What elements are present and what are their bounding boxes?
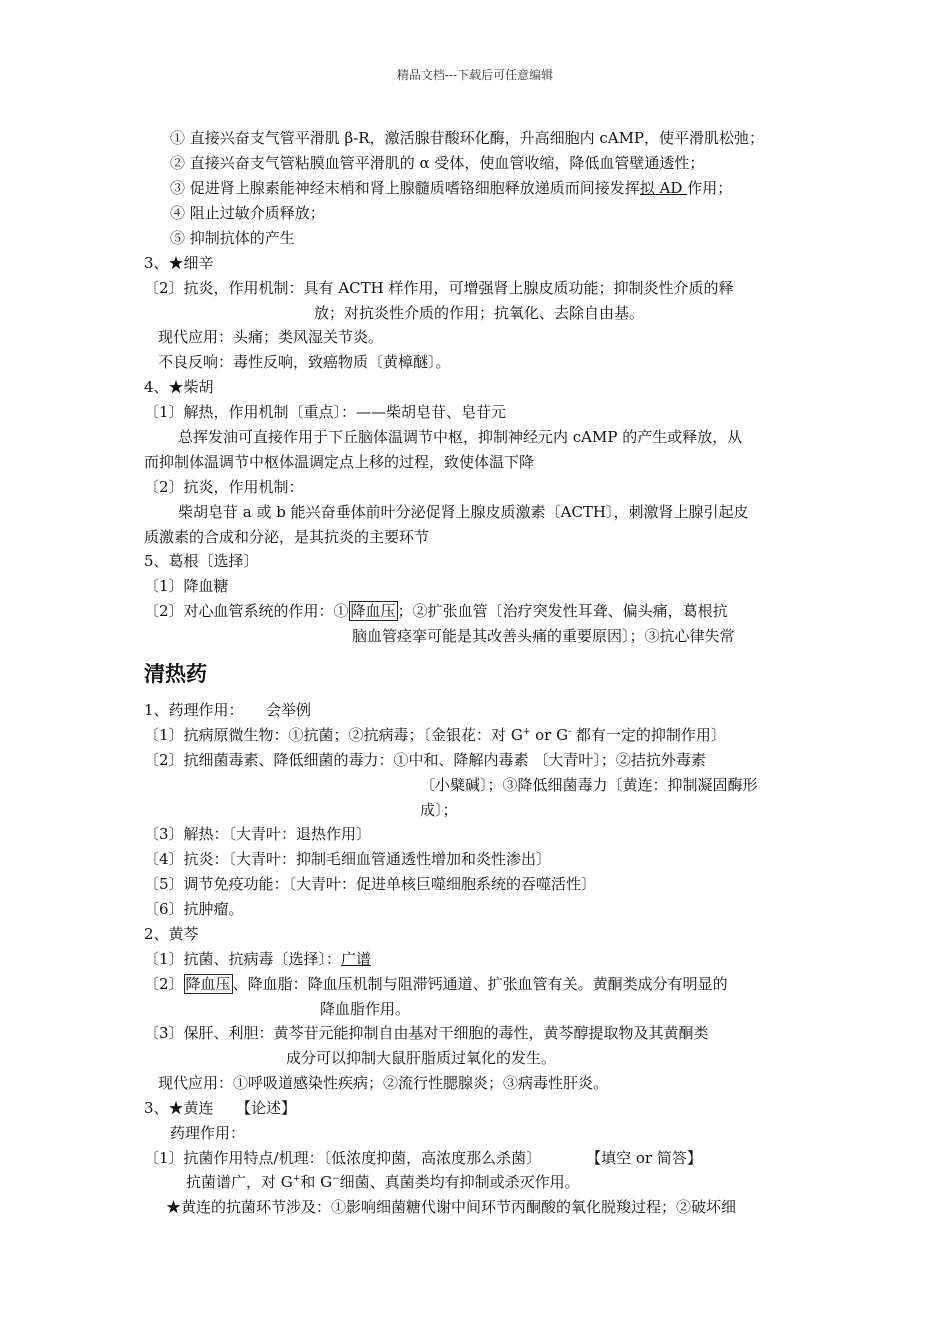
line: 降血脂作用。 (320, 1000, 411, 1018)
line: ③ 促进肾上腺素能神经末梢和肾上腺髓质嗜铬细胞释放递质而间接发挥拟 AD 作用； (170, 179, 733, 197)
line: 药理作用： (170, 1124, 246, 1142)
line: 〔2〕对心血管系统的作用：① 降血压 ；②扩张血管〔治疗突发性耳聋、偏头痛，葛根抗 (144, 602, 728, 620)
line: 〔1〕抗菌、抗病毒〔选择〕：广谱 (144, 950, 372, 968)
line: 〔2〕抗细菌毒素、降低细菌的毒力：①中和、降解内毒素 〔大青叶〕；②拮抗外毒素 (144, 751, 706, 769)
line: 〔2〕抗炎，作用机制：具有 ACTH 样作用，可增强肾上腺皮质功能；抑制炎性介质的释 (144, 279, 734, 297)
line: 成〕； (420, 801, 458, 819)
line: 而抑制体温调节中枢体温调定点上移的过程，致使体温下降 (144, 453, 535, 471)
line: 〔1〕抗菌作用特点/机理：〔低浓度抑菌，高浓度那么杀菌〕 【填空 or 简答】 (144, 1149, 702, 1167)
line: 3、★细辛 (144, 254, 214, 272)
line: 总挥发油可直接作用于下丘脑体温调节中枢，抑制神经元内 cAMP 的产生或释放，从 (178, 428, 743, 446)
line: 〔3〕保肝、利胆：黄芩苷元能抑制自由基对干细胞的毒性，黄芩醇提取物及其黄酮类 (144, 1024, 709, 1042)
line: 〔5〕调节免疫功能：〔大青叶：促进单核巨噬细胞系统的吞噬活性〕 (144, 875, 597, 893)
line: 5、葛根〔选择〕 (144, 552, 259, 570)
line: 〔2〕抗炎，作用机制： (144, 478, 304, 496)
line: 3、★黄连 【论述】 (144, 1099, 297, 1117)
line: 质激素的合成和分泌，是其抗炎的主要环节 (144, 528, 430, 546)
section-title: 清热药 (144, 662, 207, 686)
line: 〔1〕解热，作用机制〔重点〕：——柴胡皂苷、皂苷元 (144, 403, 507, 421)
line: 〔小檗碱〕；③降低细菌毒力〔黄连：抑制凝固酶形 (420, 776, 758, 794)
line: 现代应用：头痛；类风湿关节炎。 (158, 328, 384, 346)
line: 成分可以抑制大鼠肝脂质过氧化的发生。 (286, 1049, 557, 1067)
line: 现代应用：①呼吸道感染性疾病；②流行性腮腺炎；③病毒性肝炎。 (158, 1074, 609, 1092)
line: 2、黄芩 (144, 925, 199, 943)
line: ★黄连的抗菌环节涉及：①影响细菌糖代谢中间环节丙酮酸的氧化脱羧过程；②破坏细 (166, 1198, 737, 1216)
line: 〔3〕解热：〔大青叶：退热作用〕 (144, 825, 372, 843)
line: 〔4〕抗炎：〔大青叶：抑制毛细血管通透性增加和炎性渗出〕 (144, 850, 552, 868)
line: 脑血管痉挛可能是其改善头痛的重要原因〕；③抗心律失常 (352, 627, 735, 645)
line: 抗菌谱广，对 G+和 G−细菌、真菌类均有抑制或杀灭作用。 (186, 1173, 580, 1191)
page-header: 精品文档---下载后可任意编辑 (396, 68, 554, 82)
boxed-term: 降血压 (350, 602, 396, 620)
line: 〔1〕降血糖 (144, 577, 229, 595)
line: ① 直接兴奋支气管平滑肌 β-R，激活腺苷酸环化酶，升高细胞内 cAMP，使平滑肌松弛； (170, 129, 765, 147)
line: ⑤ 抑制抗体的产生 (170, 229, 295, 247)
line: 不良反响：毒性反响，致癌物质〔黄樟醚〕。 (158, 353, 451, 371)
line: 〔1〕抗病原微生物：①抗菌；②抗病毒；〔金银花：对 G+ or G- 都有一定的抑制作用〕 (144, 726, 726, 744)
line: 1、药理作用： 会举例 (144, 701, 312, 719)
line: 柴胡皂苷 a 或 b 能兴奋垂体前叶分泌促肾上腺皮质激素〔ACTH〕，刺激肾上腺引起皮 (178, 503, 749, 521)
line: 4、★柴胡 (144, 378, 214, 396)
line: 〔6〕抗肿瘤。 (144, 900, 244, 918)
line: 放；对抗炎性介质的作用；抗氧化、去除自由基。 (314, 304, 645, 322)
boxed-term: 降血压 (185, 975, 231, 993)
line: 〔2〕 降血压 、降血脂：降血压机制与阻滞钙通道、扩张血管有关。黄酮类成分有明显的 (144, 975, 728, 993)
line: ④ 阻止过敏介质释放； (170, 204, 325, 222)
line: ② 直接兴奋支气管粘膜血管平滑肌的 α 受体，使血管收缩，降低血管壁通透性； (170, 154, 705, 172)
